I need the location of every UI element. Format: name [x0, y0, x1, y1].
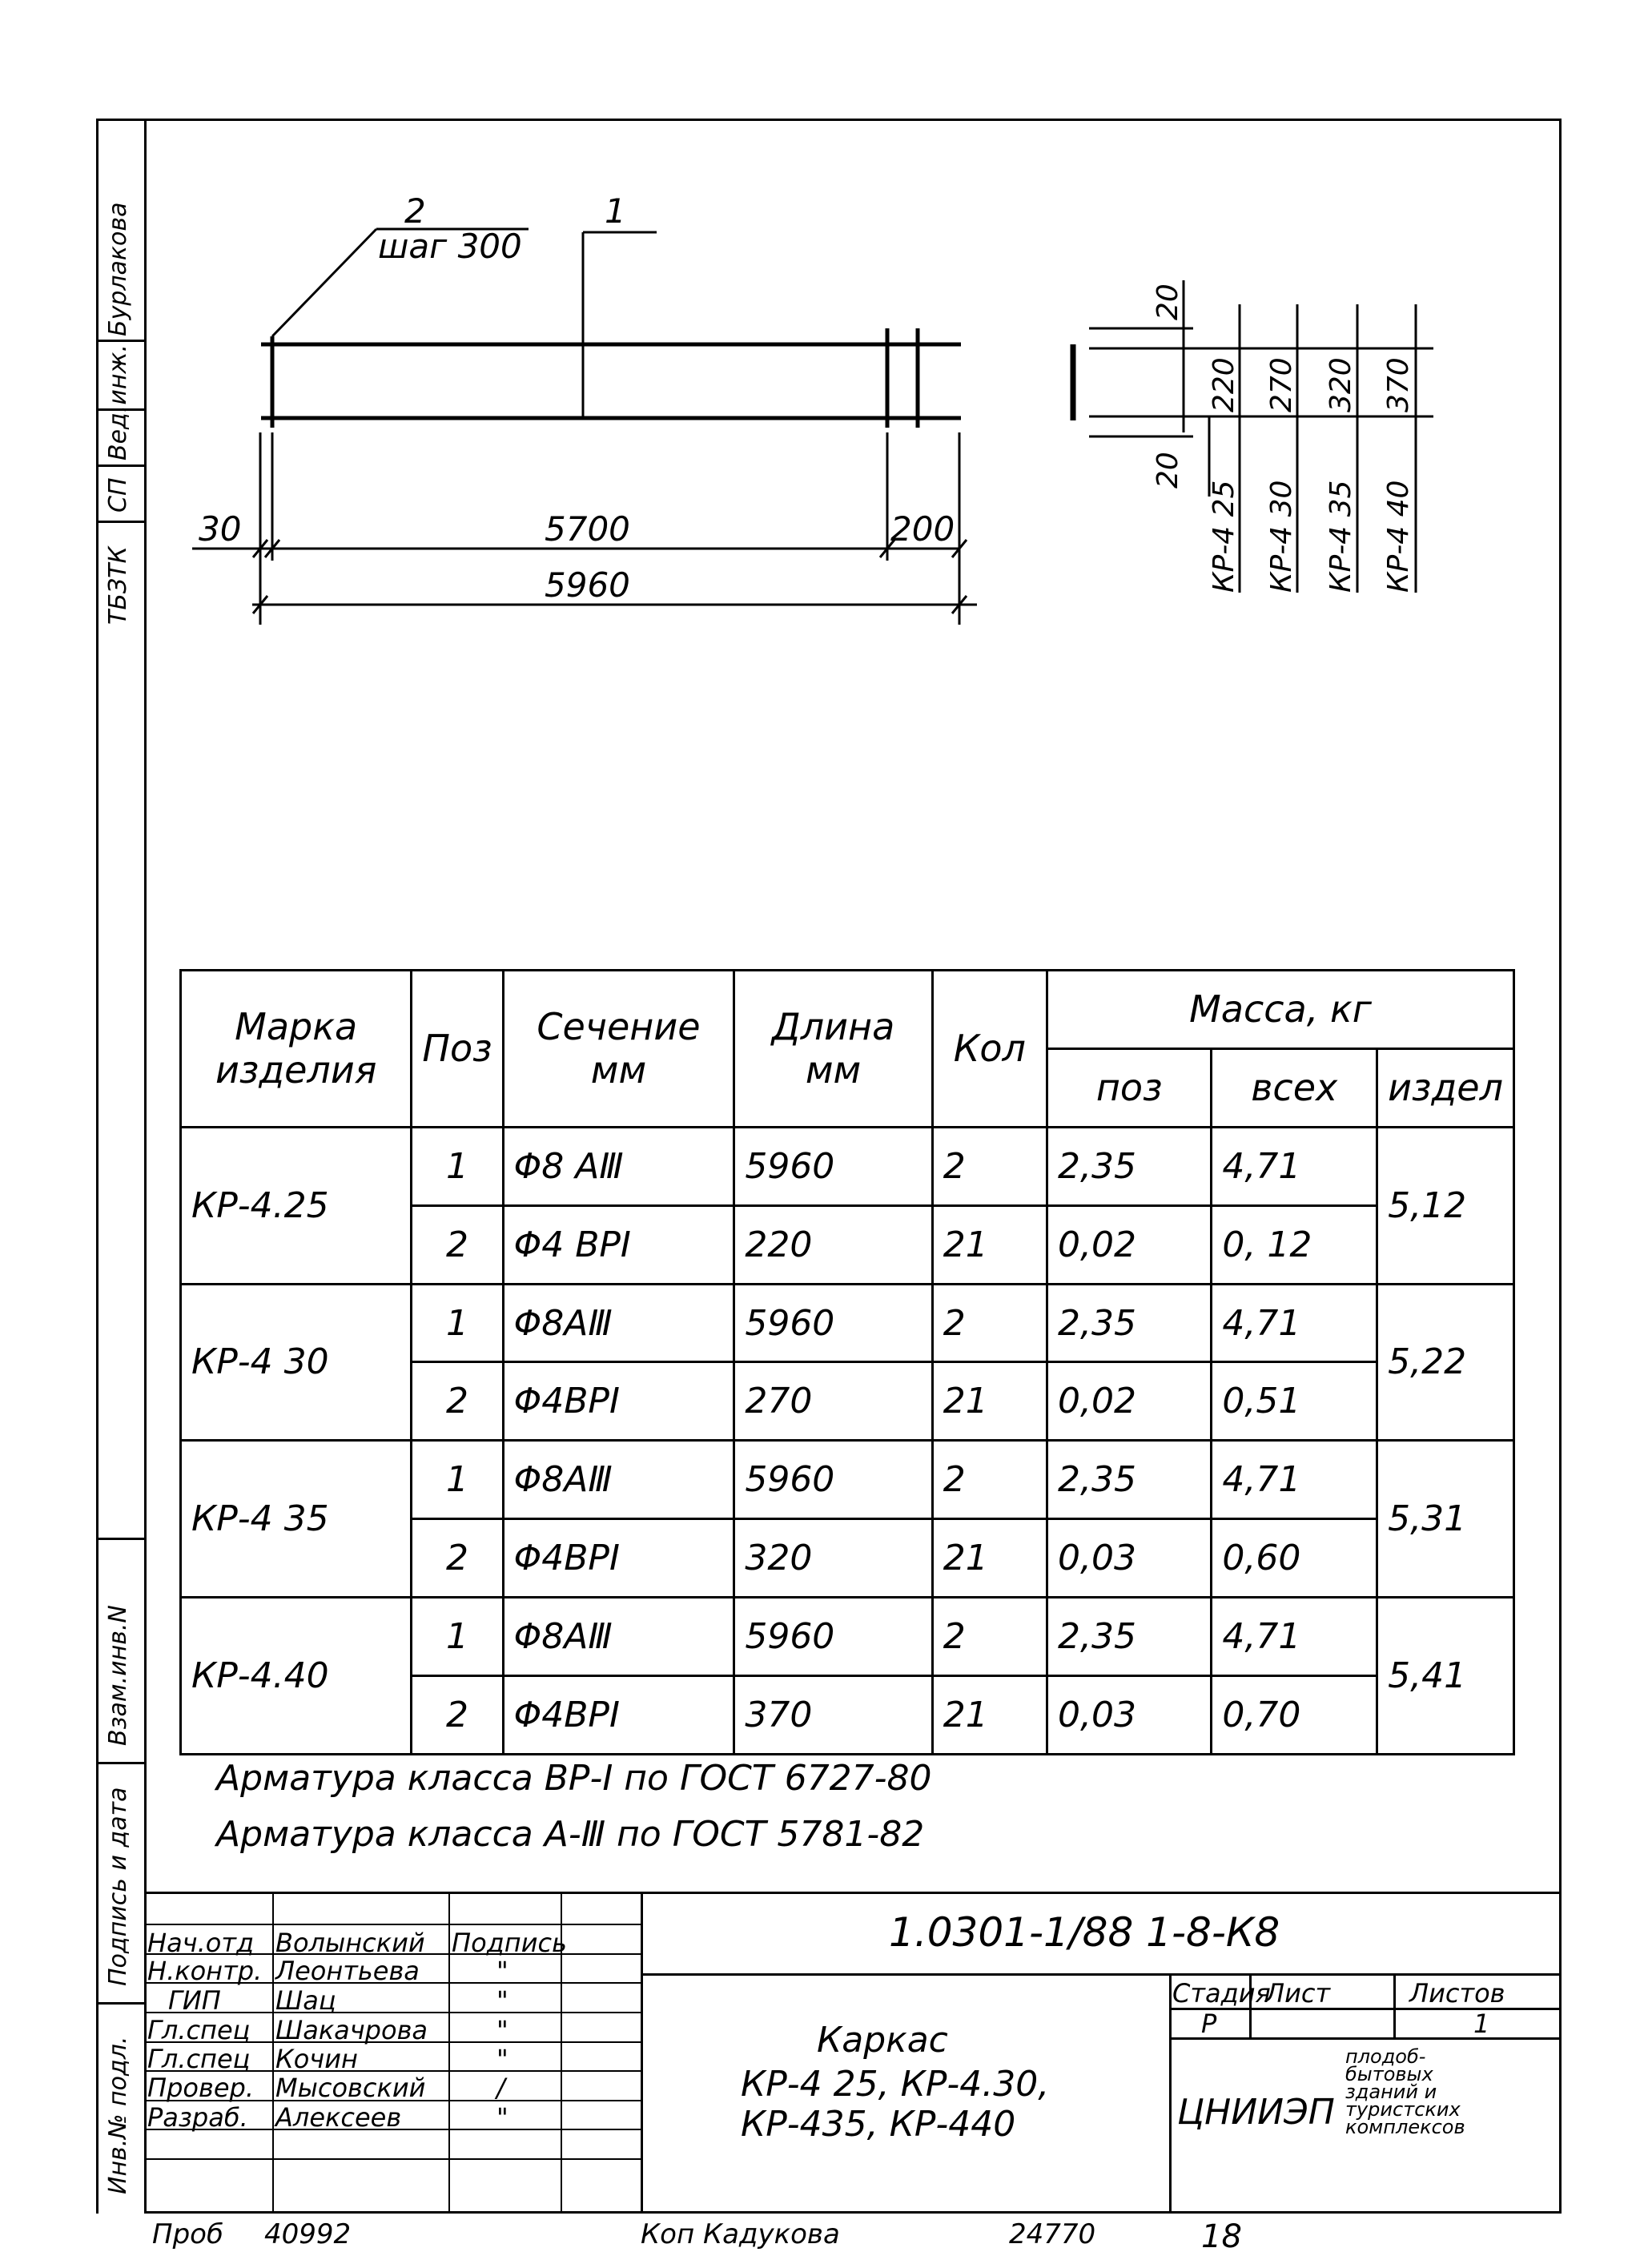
dim-5960: 5960	[545, 565, 630, 605]
side-label-tbztk: ТБЗТК	[104, 546, 132, 625]
person-name: Шац	[275, 1985, 336, 2016]
section-dim-220: 220	[1208, 357, 1240, 412]
role-label: Гл.спец	[147, 2015, 251, 2045]
mark-cell: КР-4 30	[181, 1284, 412, 1441]
section-dim-20-top: 20	[1152, 284, 1184, 320]
header-mass: Масса, кг	[1047, 971, 1513, 1049]
signature-mark: "	[496, 1956, 508, 1986]
sheets-value: 1	[1473, 2009, 1490, 2039]
dim-30: 30	[199, 509, 242, 549]
header-pos: Поз	[412, 971, 503, 1128]
qty-cell: 2	[932, 1441, 1047, 1519]
stage-value: Р	[1201, 2009, 1217, 2039]
section-cell: Φ4 BPI	[503, 1205, 734, 1284]
mass-all-cell: 4,71	[1212, 1127, 1377, 1205]
mass-all-cell: 0, 12	[1212, 1205, 1377, 1284]
length-cell: 320	[734, 1519, 932, 1598]
mass-all-cell: 4,71	[1212, 1598, 1377, 1676]
role-label: ГИП	[168, 1985, 221, 2016]
side-label-vzam-inv: Взам.инв.N	[104, 1605, 132, 1746]
length-cell: 5960	[734, 1127, 932, 1205]
length-cell: 5960	[734, 1598, 932, 1676]
pos-cell: 2	[412, 1362, 503, 1441]
side-label-burlakova: Бурлакова	[104, 202, 132, 336]
title-block	[144, 1892, 1562, 2214]
signature-mark: /	[496, 2073, 505, 2103]
mass-item-cell: 5,31	[1377, 1441, 1514, 1598]
mass-pos-cell: 2,35	[1047, 1598, 1211, 1676]
page-number: 18	[1201, 2218, 1242, 2255]
mass-pos-cell: 0,02	[1047, 1362, 1211, 1441]
mass-item-cell: 5,22	[1377, 1284, 1514, 1441]
pos-cell: 1	[412, 1127, 503, 1205]
length-cell: 220	[734, 1205, 932, 1284]
person-name: Шакачрова	[275, 2015, 428, 2045]
section-cell: Φ4BPI	[503, 1676, 734, 1755]
qty-cell: 21	[932, 1362, 1047, 1441]
signature-mark: "	[496, 2015, 508, 2045]
section-cell: Φ4BPI	[503, 1362, 734, 1441]
mass-all-cell: 0,70	[1212, 1676, 1377, 1755]
drawing-title: Каркас	[817, 2020, 948, 2061]
mass-all-cell: 4,71	[1212, 1284, 1377, 1362]
copy-by: Коп Кадукова	[641, 2218, 840, 2250]
qty-cell: 21	[932, 1676, 1047, 1755]
pos-cell: 1	[412, 1441, 503, 1519]
note-a3: Арматура класса А-Ⅲ по ГОСТ 5781-82	[216, 1814, 925, 1855]
mass-pos-cell: 0,03	[1047, 1676, 1211, 1755]
person-name: Кочин	[275, 2044, 358, 2074]
section-cell: Φ8AⅢ	[503, 1284, 734, 1362]
header-mass-item: издел	[1377, 1048, 1514, 1127]
qty-cell: 21	[932, 1519, 1047, 1598]
table-row	[181, 1284, 1514, 1362]
length-cell: 5960	[734, 1441, 932, 1519]
probe-number: 40992	[264, 2218, 352, 2250]
table-row	[181, 1598, 1514, 1676]
section-dim-370: 370	[1382, 357, 1415, 412]
side-label-ved-inzh: Вед.инж.	[104, 344, 132, 460]
side-label-inv-podl: Инв.№ подл.	[104, 2036, 132, 2194]
drawing-subtitle-1: КР-4 25, КР-4.30,	[741, 2064, 1050, 2105]
section-mark-kr-430: КР-4 30	[1265, 480, 1298, 593]
organization-note: плодоб- бытовых зданий и туристских комплексов	[1345, 2045, 1465, 2138]
role-label: Провер.	[147, 2073, 254, 2103]
role-label: Нач.отд	[147, 1928, 255, 1958]
mass-pos-cell: 0,03	[1047, 1519, 1211, 1598]
header-qty: Кол	[932, 971, 1047, 1128]
qty-cell: 21	[932, 1205, 1047, 1284]
person-name: Леонтьева	[275, 1956, 420, 1986]
mass-pos-cell: 2,35	[1047, 1127, 1211, 1205]
pos-cell: 2	[412, 1519, 503, 1598]
qty-cell: 2	[932, 1127, 1047, 1205]
pos-cell: 2	[412, 1676, 503, 1755]
drawing-subtitle-2: КР-435, КР-440	[741, 2104, 1016, 2145]
header-section: Сечение мм	[503, 971, 734, 1128]
leader-2-number: 2	[404, 191, 426, 231]
header-length: Длина мм	[734, 971, 932, 1128]
section-mark-kr-425: КР-4 25	[1208, 480, 1240, 593]
signature-mark: "	[496, 2102, 508, 2133]
pos-cell: 2	[412, 1205, 503, 1284]
side-label-sp: СП	[104, 477, 132, 513]
pos-cell: 1	[412, 1598, 503, 1676]
mass-all-cell: 4,71	[1212, 1441, 1377, 1519]
mass-pos-cell: 0,02	[1047, 1205, 1211, 1284]
mass-all-cell: 0,60	[1212, 1519, 1377, 1598]
section-cell: Φ8AⅢ	[503, 1598, 734, 1676]
role-label: Н.контр.	[147, 1956, 263, 1986]
mass-all-cell: 0,51	[1212, 1362, 1377, 1441]
cage-elevation-drawing	[0, 0, 1644, 721]
role-label: Гл.спец	[147, 2044, 251, 2074]
section-cell: Φ8 AⅢ	[503, 1127, 734, 1205]
specification-table	[179, 969, 1515, 1755]
mass-item-cell: 5,12	[1377, 1127, 1514, 1284]
leader-1-number: 1	[605, 191, 626, 231]
length-cell: 5960	[734, 1284, 932, 1362]
header-mass-pos: поз	[1047, 1048, 1211, 1127]
dim-5700: 5700	[545, 509, 630, 549]
length-cell: 270	[734, 1362, 932, 1441]
mark-cell: КР-4.40	[181, 1598, 412, 1755]
sheet-label: Лист	[1265, 1978, 1331, 2009]
section-dim-320: 320	[1324, 357, 1357, 412]
person-name: Мысовский	[275, 2073, 426, 2103]
order-number: 24770	[1009, 2218, 1096, 2250]
mark-cell: КР-4.25	[181, 1127, 412, 1284]
signature-mark: "	[496, 1985, 508, 2016]
header-mass-all: всех	[1212, 1048, 1377, 1127]
sheets-label: Листов	[1409, 1978, 1505, 2009]
probe-label: Проб	[152, 2218, 223, 2250]
mass-item-cell: 5,41	[1377, 1598, 1514, 1755]
mass-pos-cell: 2,35	[1047, 1284, 1211, 1362]
stage-label: Стадия	[1172, 1978, 1271, 2009]
table-row	[181, 1441, 1514, 1519]
section-cell: Φ8AⅢ	[503, 1441, 734, 1519]
mass-pos-cell: 2,35	[1047, 1441, 1211, 1519]
person-name: Алексеев	[275, 2102, 402, 2133]
leader-2-step: шаг 300	[378, 227, 522, 266]
section-dim-20-bottom: 20	[1152, 452, 1184, 489]
organization-name: ЦНИИЭП	[1177, 2092, 1335, 2133]
mark-cell: КР-4 35	[181, 1441, 412, 1598]
section-dim-270: 270	[1265, 357, 1298, 412]
pos-cell: 1	[412, 1284, 503, 1362]
section-cell: Φ4BPI	[503, 1519, 734, 1598]
section-mark-kr-440: КР-4 40	[1382, 480, 1415, 593]
dim-200: 200	[890, 509, 955, 549]
person-name: Волынский	[275, 1928, 425, 1958]
note-vr1: Арматура класса ВР-I по ГОСТ 6727-80	[216, 1758, 932, 1799]
signature-mark: "	[496, 2044, 508, 2074]
role-label: Разраб.	[147, 2102, 248, 2133]
section-mark-kr-435: КР-4 35	[1324, 480, 1357, 593]
side-label-podpis-data: Подпись и дата	[104, 1787, 132, 1986]
qty-cell: 2	[932, 1598, 1047, 1676]
table-row	[181, 1127, 1514, 1205]
length-cell: 370	[734, 1676, 932, 1755]
header-mark: Марка изделия	[181, 971, 412, 1128]
document-code: 1.0301-1/88 1-8-К8	[889, 1909, 1280, 1956]
signature-label: Подпись	[452, 1928, 567, 1958]
qty-cell: 2	[932, 1284, 1047, 1362]
